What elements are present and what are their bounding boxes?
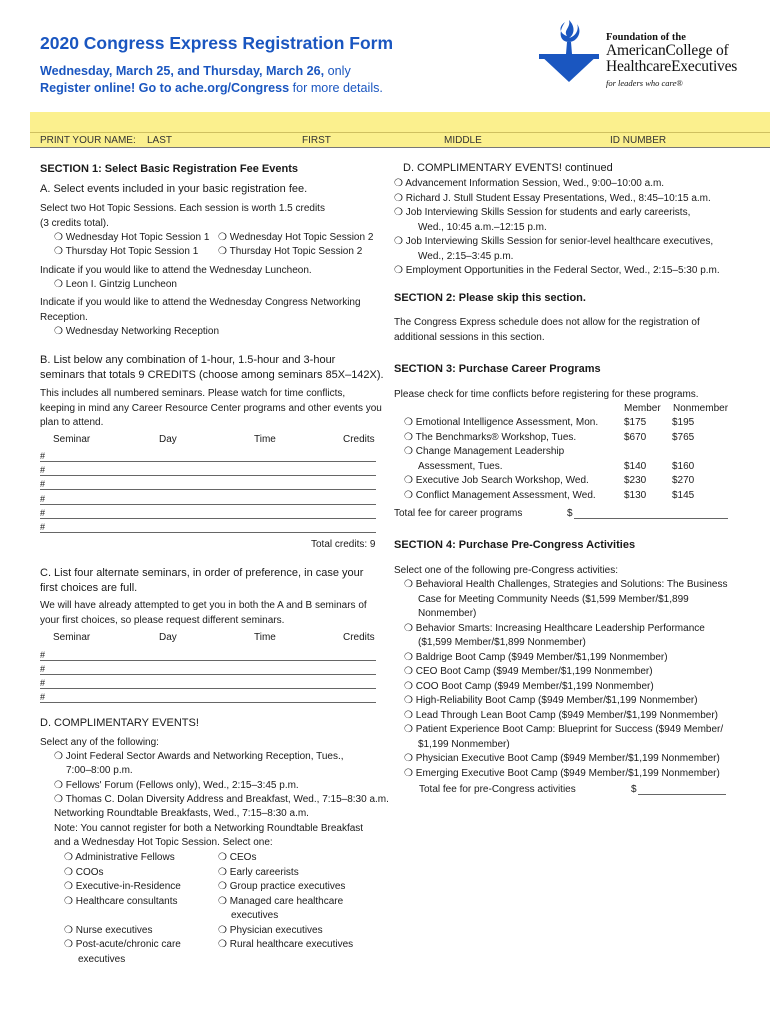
seminar-entry-line[interactable]: [40, 489, 376, 490]
col-seminar: Seminar: [53, 632, 91, 643]
seminar-entry-line[interactable]: [40, 461, 376, 462]
seminar-entry-line[interactable]: [40, 518, 376, 519]
roundtable-option[interactable]: [64, 938, 181, 953]
checkbox-circle-icon[interactable]: ❍: [64, 881, 73, 892]
date-line: Wednesday, March 25, and Thursday, March 26,: [40, 64, 325, 78]
networking-intro-line1: Indicate if you would like to attend the Wednesday Congress Networking: [40, 297, 361, 308]
precongress-label-cont: $1,199 Nonmember): [418, 738, 510, 750]
form-subtitle: [40, 63, 383, 97]
name-entry-bar[interactable]: [30, 112, 770, 148]
program-nonmember-price: $765: [672, 431, 695, 443]
section4-title: SECTION 4: Purchase Pre-Congress Activities: [394, 539, 636, 551]
checkbox-circle-icon[interactable]: ❍: [394, 178, 403, 189]
online-link[interactable]: ache.org/Congress: [175, 81, 290, 95]
networking-option[interactable]: [54, 325, 219, 340]
program-name: The Benchmarks® Workshop, Tues.: [415, 431, 577, 443]
roundtable-label: Healthcare consultants: [75, 895, 178, 907]
alt-seminar-entry-line[interactable]: [40, 688, 376, 689]
precongress-label: Behavior Smarts: Increasing Healthcare Leadership Performance: [415, 622, 705, 634]
roundtable-option[interactable]: [218, 866, 353, 881]
program-name: Conflict Management Assessment, Wed.: [415, 489, 596, 501]
section2-line1: The Congress Express schedule does not allow for the registration of: [394, 317, 700, 328]
roundtable-option[interactable]: [218, 895, 353, 910]
logo-line1: Foundation of the: [606, 32, 686, 43]
checkbox-circle-icon[interactable]: ❍: [404, 767, 413, 779]
precongress-option[interactable]: [404, 622, 727, 637]
complimentary-option[interactable]: [394, 264, 720, 279]
c-note: [40, 599, 367, 628]
member-col-header: Member: [624, 403, 661, 414]
alt-seminar-row-hash: #: [40, 692, 46, 702]
precongress-option[interactable]: [404, 665, 727, 680]
roundtable-option[interactable]: [218, 924, 353, 939]
seminar-row-hash: #: [40, 479, 46, 489]
checkbox-circle-icon[interactable]: ❍: [218, 852, 227, 863]
checkbox-circle-icon[interactable]: ❍: [404, 709, 413, 721]
checkbox-circle-icon[interactable]: ❍: [404, 622, 413, 634]
hot-topic-intro: [40, 202, 325, 231]
c-note-line2: your first choices, so please request different seminars.: [40, 614, 285, 626]
middle-name-label: MIDDLE: [444, 135, 482, 146]
date-suffix: only: [324, 64, 351, 78]
career-program-row[interactable]: [404, 474, 734, 489]
precongress-label: Emerging Executive Boot Camp ($949 Member/$1,199 Nonmember): [415, 767, 720, 779]
section1-c-heading: [40, 566, 363, 596]
checkbox-circle-icon[interactable]: ❍: [54, 246, 63, 257]
b-note: [40, 387, 382, 431]
roundtable-label: Nurse executives: [75, 924, 153, 936]
checkbox-circle-icon[interactable]: ❍: [404, 446, 413, 457]
checkbox-circle-icon[interactable]: ❍: [54, 794, 63, 805]
section1-a-heading: A. Select events included in your basic registration fee.: [40, 183, 308, 195]
checkbox-circle-icon[interactable]: ❍: [64, 895, 73, 907]
section2-line2: additional sessions in this section.: [394, 331, 545, 343]
precongress-label: High-Reliability Boot Camp ($949 Member/$1,199 Nonmember): [415, 695, 698, 706]
program-name: Assessment, Tues.: [418, 460, 503, 472]
career-programs-list: [404, 416, 734, 503]
logo-tagline: for leaders who care®: [606, 78, 683, 88]
roundtable-label: Administrative Fellows: [75, 852, 175, 863]
checkbox-circle-icon[interactable]: ❍: [404, 489, 413, 501]
roundtable-option[interactable]: [64, 851, 181, 866]
seminar-entry-line[interactable]: [40, 504, 376, 505]
career-program-row[interactable]: [404, 416, 734, 431]
section2-text: [394, 316, 700, 345]
networking-intro-line2: Reception.: [40, 311, 88, 323]
precongress-label: Physician Executive Boot Camp ($949 Member/$1,199 Nonmember): [415, 753, 720, 764]
complimentary-label-cont: 7:00–8:00 p.m.: [66, 765, 133, 776]
precongress-option[interactable]: [404, 651, 727, 666]
complimentary-label: Job Interviewing Skills Session for students and early careerists,: [405, 207, 691, 218]
precongress-total-dollar: $: [631, 784, 637, 795]
networking-label: Wednesday Networking Reception: [65, 326, 220, 337]
complimentary-label: Advancement Information Session, Wed., 9:00–10:00 a.m.: [405, 178, 665, 189]
section1-title: SECTION 1: Select Basic Registration Fee Events: [40, 163, 298, 175]
program-member-price: $230: [624, 475, 647, 486]
precongress-label-cont: ($1,599 Member/$1,899 Nonmember): [418, 637, 586, 648]
col-credits: Credits: [343, 632, 375, 643]
precongress-label-cont: Nonmember): [418, 608, 477, 619]
ache-logo-text: [606, 32, 737, 88]
precongress-label: Baldrige Boot Camp ($949 Member/$1,199 Nonmember): [415, 651, 668, 663]
roundtable-left-list: [64, 851, 181, 967]
alt-seminar-row-hash: #: [40, 664, 46, 674]
checkbox-circle-icon[interactable]: ❍: [64, 924, 73, 936]
precongress-total-input[interactable]: [638, 794, 726, 795]
c-note-line1: We will have already attempted to get you in both the A and B seminars of: [40, 600, 367, 611]
roundtable-label: Physician executives: [229, 924, 323, 936]
checkbox-circle-icon[interactable]: ❍: [54, 232, 63, 243]
name-bar-baseline: [30, 147, 770, 148]
checkbox-circle-icon[interactable]: ❍: [404, 579, 413, 590]
hot-topic-intro-line1: Select two Hot Topic Sessions. Each session is worth 1.5 credits: [40, 203, 325, 214]
checkbox-circle-icon[interactable]: ❍: [54, 780, 63, 791]
name-bar-divider: [30, 132, 770, 133]
luncheon-label: Leon I. Gintzig Luncheon: [65, 279, 177, 290]
hot-topic-label: Wednesday Hot Topic Session 2: [229, 232, 374, 243]
program-member-price: $670: [624, 431, 647, 443]
roundtable-option[interactable]: [64, 880, 181, 895]
hot-topic-option[interactable]: [218, 245, 362, 260]
logo-line3: HealthcareExecutives: [606, 58, 738, 75]
precongress-option[interactable]: [404, 680, 727, 695]
col-time: Time: [254, 632, 276, 643]
b-note-line1: This includes all numbered seminars. Please watch for time conflicts,: [40, 388, 346, 399]
col-day: Day: [159, 434, 177, 445]
checkbox-circle-icon[interactable]: ❍: [404, 431, 413, 443]
hot-topic-label: Thursday Hot Topic Session 1: [65, 246, 199, 257]
roundtable-option[interactable]: [64, 924, 181, 939]
roundtable-label: Managed care healthcare: [229, 895, 344, 907]
section3-intro: Please check for time conflicts before registering for these programs.: [394, 389, 699, 400]
precongress-label: Behavioral Health Challenges, Strategies and Solutions: The Business: [415, 579, 728, 590]
checkbox-circle-icon[interactable]: ❍: [218, 246, 227, 257]
d-intro: Select any of the following:: [40, 737, 159, 748]
roundtable-option[interactable]: [64, 866, 181, 881]
seminar-row-hash: #: [40, 465, 46, 475]
roundtable-right-list: [218, 851, 353, 953]
precongress-label-cont: Case for Meeting Community Needs ($1,599 Member/$1,899: [418, 593, 689, 605]
complimentary-label: Employment Opportunities in the Federal Sector, Wed., 2:15–5:30 p.m.: [405, 265, 720, 276]
career-total-label: Total fee for career programs: [394, 508, 523, 519]
checkbox-circle-icon[interactable]: ❍: [54, 751, 63, 762]
roundtable-label: Post-acute/chronic care: [75, 939, 181, 950]
luncheon-intro: Indicate if you would like to attend the Wednesday Luncheon.: [40, 265, 312, 276]
last-name-label: LAST: [147, 135, 173, 146]
complimentary-option[interactable]: [394, 235, 720, 250]
col-credits: Credits: [343, 434, 375, 445]
seminar-row-hash: #: [40, 494, 46, 504]
section4-intro: Select one of the following pre-Congress activities:: [394, 565, 619, 576]
roundtable-line1: Networking Roundtable Breakfasts, Wed., 7:15–8:30 a.m.: [54, 808, 309, 819]
section1-d-heading: D. COMPLIMENTARY EVENTS!: [40, 717, 199, 729]
career-program-row[interactable]: [404, 489, 734, 504]
career-total-dollar: $: [567, 508, 573, 519]
complimentary-option[interactable]: [54, 779, 299, 794]
section3-title: SECTION 3: Purchase Career Programs: [394, 363, 601, 375]
roundtable-option[interactable]: [218, 880, 353, 895]
program-member-price: $175: [624, 417, 647, 428]
complimentary-label: Joint Federal Sector Awards and Networking Reception, Tues.,: [65, 751, 344, 762]
program-name: Executive Job Search Workshop, Wed.: [415, 475, 589, 486]
c-heading-line1: C. List four alternate seminars, in order of preference, in case your: [40, 567, 364, 579]
complimentary-label: Thomas C. Dolan Diversity Address and Breakfast, Wed., 7:15–8:30 a.m.: [65, 794, 389, 805]
roundtable-label: Rural healthcare executives: [229, 939, 354, 950]
roundtable-option[interactable]: [64, 895, 181, 910]
precongress-label: CEO Boot Camp ($949 Member/$1,199 Nonmember): [415, 666, 653, 677]
id-number-label: ID NUMBER: [610, 135, 667, 146]
roundtable-label: COOs: [75, 866, 104, 878]
d-continued-title: D. COMPLIMENTARY EVENTS! continued: [403, 162, 613, 174]
networking-intro: [40, 296, 361, 325]
precongress-label: Patient Experience Boot Camp: Blueprint for Success ($949 Member/: [415, 724, 724, 735]
complimentary-option[interactable]: [394, 177, 720, 192]
section1-b-heading: [40, 353, 384, 383]
seminar-row-hash: #: [40, 451, 46, 461]
hot-topic-label: Wednesday Hot Topic Session 1: [65, 232, 210, 243]
career-program-row[interactable]: [404, 445, 734, 460]
b-note-line3: plan to attend.: [40, 417, 104, 428]
precongress-option[interactable]: [404, 752, 727, 767]
form-title: 2020 Congress Express Registration Form: [40, 33, 394, 53]
checkbox-circle-icon[interactable]: ❍: [404, 651, 413, 663]
checkbox-circle-icon[interactable]: ❍: [218, 866, 227, 878]
complimentary-label-cont: Wed., 10:45 a.m.–12:15 p.m.: [418, 221, 547, 233]
checkbox-circle-icon[interactable]: ❍: [218, 895, 227, 907]
precongress-option[interactable]: [404, 767, 727, 782]
complimentary-label: Fellows' Forum (Fellows only), Wed., 2:15–3:45 p.m.: [65, 780, 299, 791]
precongress-list: [404, 578, 727, 781]
roundtable-label-cont: executives: [78, 953, 126, 965]
roundtable-label: Executive-in-Residence: [75, 881, 181, 892]
col-time: Time: [254, 434, 276, 445]
program-nonmember-price: $145: [672, 489, 695, 501]
hot-topic-intro-line2: (3 credits total).: [40, 217, 109, 229]
ache-flame-logo-icon: [537, 18, 601, 84]
checkbox-circle-icon[interactable]: ❍: [64, 939, 73, 950]
checkbox-circle-icon[interactable]: ❍: [64, 866, 73, 878]
checkbox-circle-icon[interactable]: ❍: [54, 326, 63, 337]
career-program-row-cont: [404, 460, 734, 475]
complimentary-option[interactable]: [54, 750, 344, 765]
precongress-label: Lead Through Lean Boot Camp ($949 Member/$1,199 Nonmember): [415, 709, 718, 721]
precongress-option[interactable]: [404, 578, 727, 593]
alt-seminar-entry-line[interactable]: [40, 702, 376, 703]
career-total-input[interactable]: [574, 518, 728, 519]
seminar-row-hash: #: [40, 508, 46, 518]
precongress-option[interactable]: [404, 694, 727, 709]
total-credits: Total credits: 9: [311, 539, 376, 550]
checkbox-circle-icon[interactable]: ❍: [404, 666, 413, 677]
roundtable-info: [54, 807, 363, 851]
seminar-entry-line[interactable]: [40, 532, 376, 533]
program-name: Change Management Leadership: [415, 446, 565, 457]
checkbox-circle-icon[interactable]: ❍: [54, 279, 63, 290]
checkbox-circle-icon[interactable]: ❍: [404, 417, 413, 428]
col-seminar: Seminar: [53, 434, 91, 445]
online-prefix: Register online! Go to: [40, 81, 176, 95]
hot-topic-option[interactable]: [54, 245, 198, 260]
spacer: [64, 909, 181, 924]
roundtable-line3: and a Wednesday Hot Topic Session. Select one:: [54, 837, 273, 848]
alt-seminar-entry-line[interactable]: [40, 674, 376, 675]
roundtable-label: Group practice executives: [229, 881, 346, 892]
first-name-label: FIRST: [302, 135, 331, 146]
career-program-row[interactable]: [404, 431, 734, 446]
online-suffix: for more details.: [289, 81, 383, 95]
checkbox-circle-icon[interactable]: ❍: [218, 881, 227, 892]
program-member-price: $140: [624, 460, 647, 472]
complimentary-option[interactable]: [394, 206, 720, 221]
alt-seminar-row-hash: #: [40, 678, 46, 688]
hot-topic-option[interactable]: [218, 231, 373, 246]
precongress-option[interactable]: [404, 709, 727, 724]
seminar-row-hash: #: [40, 522, 46, 532]
complimentary-option[interactable]: [54, 793, 389, 808]
checkbox-circle-icon[interactable]: ❍: [404, 724, 413, 735]
luncheon-option[interactable]: [54, 278, 177, 293]
hot-topic-option[interactable]: [54, 231, 209, 246]
checkbox-circle-icon[interactable]: ❍: [218, 232, 227, 243]
roundtable-label-cont: executives: [231, 910, 279, 921]
roundtable-label: CEOs: [229, 852, 257, 863]
checkbox-circle-icon[interactable]: ❍: [64, 852, 73, 863]
complimentary-label: Job Interviewing Skills Session for senior-level healthcare executives,: [405, 236, 714, 247]
roundtable-option[interactable]: [218, 851, 353, 866]
roundtable-label: Early careerists: [229, 866, 299, 878]
complimentary-label-cont: Wed., 2:15–3:45 p.m.: [418, 250, 514, 262]
section2-title: SECTION 2: Please skip this section.: [394, 292, 586, 304]
program-nonmember-price: $270: [672, 475, 695, 486]
checkbox-circle-icon[interactable]: ❍: [394, 265, 403, 276]
precongress-option[interactable]: [404, 723, 727, 738]
checkbox-circle-icon[interactable]: ❍: [404, 753, 413, 764]
nonmember-col-header: Nonmember: [673, 403, 729, 414]
checkbox-circle-icon[interactable]: ❍: [404, 475, 413, 486]
checkbox-circle-icon[interactable]: ❍: [218, 924, 227, 936]
checkbox-circle-icon[interactable]: ❍: [394, 236, 403, 247]
checkbox-circle-icon[interactable]: ❍: [404, 680, 413, 692]
c-heading-line2: first choices are full.: [40, 582, 138, 594]
precongress-total-label: Total fee for pre-Congress activities: [419, 784, 576, 795]
b-heading-line1: B. List below any combination of 1-hour, 1.5-hour and 3-hour: [40, 354, 336, 366]
b-note-line2: keeping in mind any Career Resource Center programs and other events you: [40, 402, 382, 414]
checkbox-circle-icon[interactable]: ❍: [218, 939, 227, 950]
d-continued-list: [394, 177, 720, 279]
logo-line2: AmericanCollege of: [606, 42, 729, 59]
complimentary-option[interactable]: [394, 192, 720, 207]
checkbox-circle-icon[interactable]: ❍: [394, 207, 403, 218]
program-name: Emotional Intelligence Assessment, Mon.: [415, 417, 599, 428]
precongress-label: COO Boot Camp ($949 Member/$1,199 Nonmember): [415, 680, 654, 692]
checkbox-circle-icon[interactable]: ❍: [394, 192, 403, 204]
alt-seminar-entry-line[interactable]: [40, 660, 376, 661]
col-day: Day: [159, 632, 177, 643]
program-nonmember-price: $160: [672, 460, 695, 472]
b-heading-line2: seminars that totals 9 CREDITS (choose among seminars 85X–142X).: [40, 369, 384, 381]
roundtable-line2: Note: You cannot register for both a Networking Roundtable Breakfast: [54, 822, 364, 834]
seminar-entry-line[interactable]: [40, 475, 376, 476]
roundtable-option[interactable]: [218, 938, 353, 953]
program-nonmember-price: $195: [672, 417, 695, 428]
complimentary-label: Richard J. Stull Student Essay Presentations, Wed., 8:45–10:15 a.m.: [405, 192, 711, 204]
print-name-label: PRINT YOUR NAME:: [40, 135, 136, 146]
checkbox-circle-icon[interactable]: ❍: [404, 695, 413, 706]
alt-seminar-row-hash: #: [40, 650, 46, 660]
hot-topic-label: Thursday Hot Topic Session 2: [229, 246, 363, 257]
program-member-price: $130: [624, 489, 647, 501]
